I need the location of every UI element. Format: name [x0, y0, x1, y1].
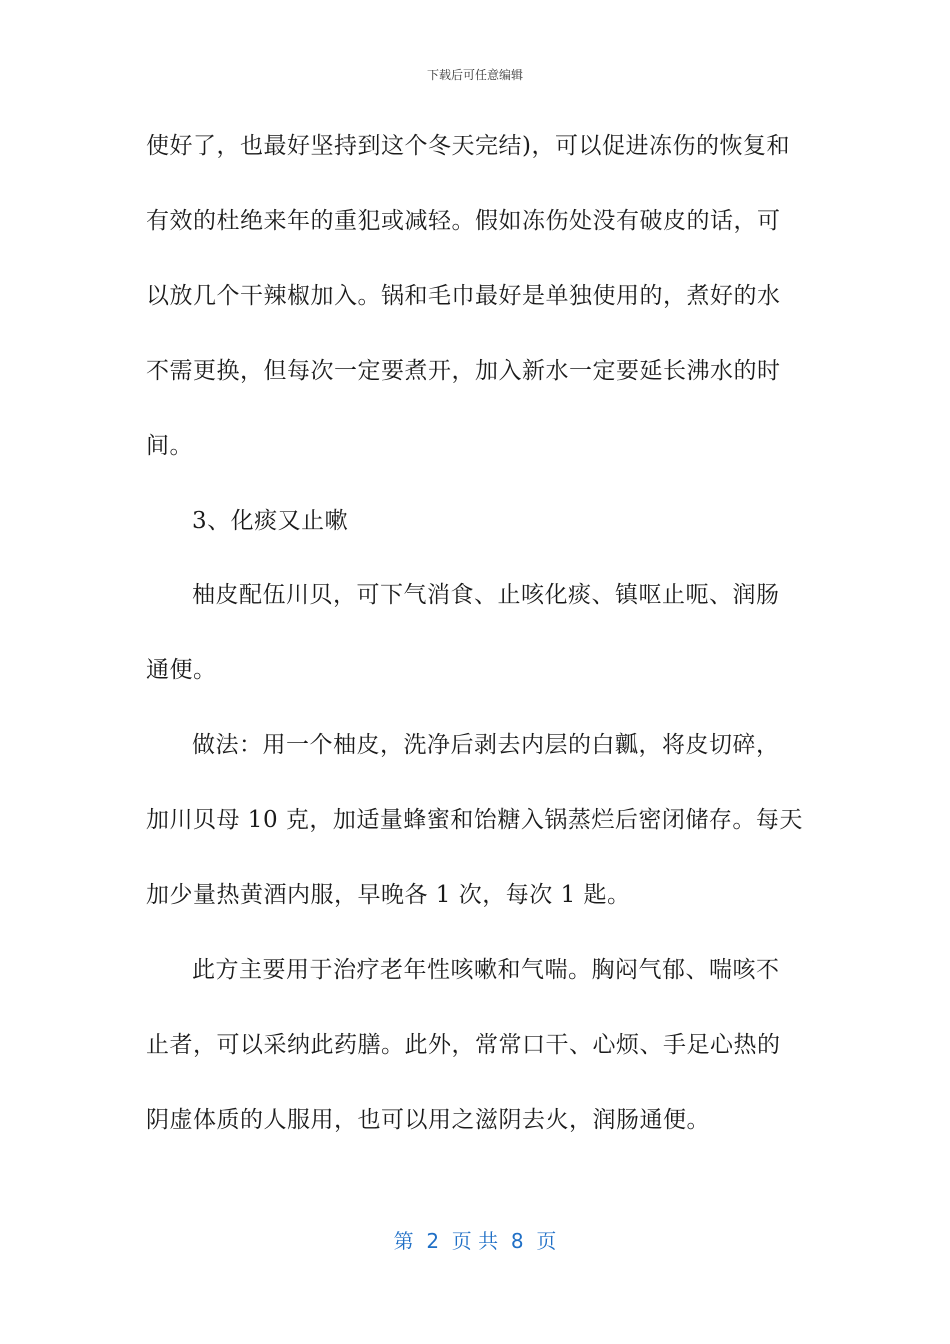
page-number-footer: 第 2 页 共 8 页 [393, 1229, 557, 1253]
text-line: 加川贝母 10 克，加适量蜂蜜和饴糖入锅蒸烂后密闭储存。每天 [146, 807, 803, 833]
text-line: 间。 [146, 433, 193, 459]
text-line: 柚皮配伍川贝，可下气消食、止咳化痰、镇呕止呃、润肠 [192, 582, 780, 608]
text-line: 有效的杜绝来年的重犯或减轻。假如冻伤处没有破皮的话，可 [146, 208, 781, 234]
text-line: 做法：用一个柚皮，洗净后剥去内层的白瓤，将皮切碎， [192, 732, 780, 758]
text-line: 以放几个干辣椒加入。锅和毛巾最好是单独使用的，煮好的水 [146, 283, 781, 309]
section-heading: 3、化痰又止嗽 [192, 508, 349, 534]
text-line: 此方主要用于治疗老年性咳嗽和气喘。胸闷气郁、喘咳不 [192, 957, 780, 983]
text-line: 止者，可以采纳此药膳。此外，常常口干、心烦、手足心热的 [146, 1032, 781, 1058]
text-line: 阴虚体质的人服用，也可以用之滋阴去火，润肠通便。 [146, 1107, 710, 1133]
text-line: 使好了，也最好坚持到这个冬天完结)，可以促进冻伤的恢复和 [146, 133, 790, 159]
text-line: 通便。 [146, 657, 217, 683]
text-line: 加少量热黄酒内服，早晚各 1 次，每次 1 匙。 [146, 882, 631, 908]
text-line: 不需更换，但每次一定要煮开，加入新水一定要延长沸水的时 [146, 358, 781, 384]
header-note: 下载后可任意编辑 [426, 68, 523, 82]
